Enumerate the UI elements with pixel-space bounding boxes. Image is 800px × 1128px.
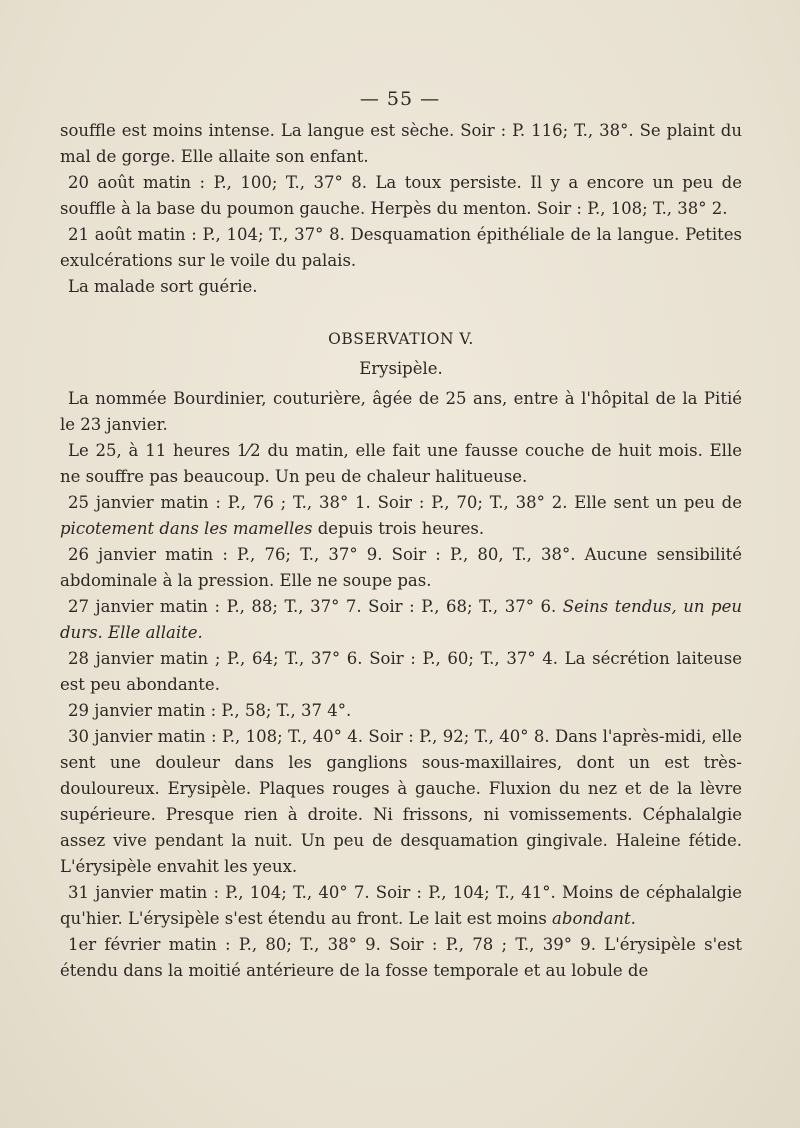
paragraph: Le 25, à 11 heures 1⁄2 du matin, elle fait une fausse couche de huit mois. Elle ne souffre pas beaucoup. Un peu de chaleur halitueuse. [60, 441, 742, 486]
paragraph: 20 août matin : P., 100; T., 37° 8. La toux persiste. Il y a encore un peu de souffle à la base du poumon gauche. Herpès du menton. Soir : P., 108; T., 38° 2. [60, 173, 742, 218]
paragraph [60, 490, 742, 542]
text-run: 31 janvier matin : P., 104; T., 40° 7. Soir : P., 104; T., 41°. Moins de céphalalgie qu'hier. L'érysipèle s'est étendu au front. Le lait est moins [60, 883, 742, 928]
italic-run: abondant. [552, 909, 636, 928]
italic-run: picotement dans les mamelles [60, 519, 313, 538]
text-run: 27 janvier matin : P., 88; T., 37° 7. Soir : P., 68; T., 37° 6. [68, 597, 563, 616]
paragraph: 1er février matin : P., 80; T., 38° 9. Soir : P., 78 ; T., 39° 9. L'érysipèle s'est étendu dans la moitié antérieure de la fosse temporale et au lobule de [60, 935, 742, 980]
paragraph: 21 août matin : P., 104; T., 37° 8. Desquamation épithéliale de la langue. Petites exulcérations sur le voile du palais. [60, 225, 742, 270]
paragraph [60, 594, 742, 646]
page-number: — 55 — [359, 88, 441, 110]
paragraph: 28 janvier matin ; P., 64; T., 37° 6. Soir : P., 60; T., 37° 4. La sécrétion laiteuse est peu abondante. [60, 649, 742, 694]
paragraph [60, 880, 742, 932]
paragraph: La nommée Bourdinier, couturière, âgée de 25 ans, entre à l'hôpital de la Pitié le 23 janvier. [60, 389, 742, 434]
observation-subtitle: Erysipèle. [359, 359, 443, 378]
italic-run: Seins tendus, un peu durs. Elle allaite. [60, 597, 742, 642]
paragraph: La malade sort guérie. [68, 277, 258, 296]
text-run: depuis trois heures. [312, 519, 485, 538]
paragraph: souffle est moins intense. La langue est sèche. Soir : P. 116; T., 38°. Se plaint du mal de gorge. Elle allaite son enfant. [60, 121, 742, 166]
text-run: 25 janvier matin : P., 76 ; T., 38° 1. Soir : P., 70; T., 38° 2. Elle sent un peu de [68, 493, 742, 512]
body-text [60, 118, 742, 984]
observation-title: OBSERVATION V. [328, 330, 474, 348]
paragraph: 30 janvier matin : P., 108; T., 40° 4. Soir : P., 92; T., 40° 8. Dans l'après-midi, elle sent une douleur dans les ganglions sous-maxillaires, dont un est très-douloureux. Erysipèle. Plaques rouges à gauche. Fluxion du nez et de la lèvre supérieure. Presque rien à droite. Ni frissons, ni vomissements. Céphalalgie assez vive pendant la nuit. Un peu de desquamation gingivale. Haleine fétide. L'érysipèle envahit les yeux. [60, 727, 742, 876]
paragraph: 29 janvier matin : P., 58; T., 37 4°. [68, 701, 352, 720]
paragraph: 26 janvier matin : P., 76; T., 37° 9. Soir : P., 80, T., 38°. Aucune sensibilité abdominale à la pression. Elle ne soupe pas. [60, 545, 742, 590]
